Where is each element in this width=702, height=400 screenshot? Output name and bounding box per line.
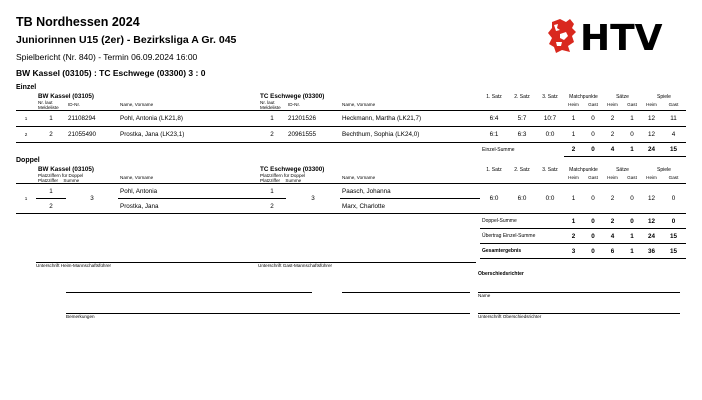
away-id: 20961555 <box>286 127 340 143</box>
doppel-summe-gh: 12 <box>642 214 661 229</box>
satz2-score: 6:3 <box>508 127 536 143</box>
id-header: ID-Nr. <box>286 100 340 111</box>
spiele-heim: 12 <box>642 184 661 214</box>
saetze-heim: 2 <box>603 184 622 214</box>
sig-heim-label: Unterschrift Heim-Mannschaftsführer <box>36 263 112 268</box>
spiele-gast: 11 <box>661 111 686 127</box>
platzziffern-header <box>36 173 118 184</box>
singles-table <box>16 93 686 157</box>
away-nr: 2 <box>258 127 286 143</box>
saetze-gast: 0 <box>622 127 642 143</box>
gast-header: Gast <box>661 173 686 184</box>
gast-header: Gast <box>583 173 603 184</box>
satz1-header: 1. Satz <box>486 93 502 100</box>
matchpunkte-heim: 1 <box>564 184 583 214</box>
doppel-summe-sh: 2 <box>603 214 622 229</box>
satz3-score: 10:7 <box>536 111 564 127</box>
away-player: Heckmann, Martha (LK21,7) <box>340 111 480 127</box>
uebertrag-mg: 0 <box>583 229 603 244</box>
logo-text: HTV <box>580 18 663 56</box>
uebertrag-gh: 24 <box>642 229 661 244</box>
heim-header: Heim <box>642 100 661 111</box>
doppel-summe-mg: 0 <box>583 214 603 229</box>
uebertrag-sg: 1 <box>622 229 642 244</box>
home-platz-2: 2 <box>36 199 66 214</box>
matchpunkte-gast: 0 <box>583 127 603 143</box>
section-doppel: Doppel <box>16 157 40 164</box>
sig-gast-label: Unterschrift Gast-Mannschaftsführer <box>258 263 333 268</box>
spiele-heim: 12 <box>642 111 661 127</box>
matchpunkte-gast: 0 <box>583 184 603 214</box>
satz1-score: 6:4 <box>480 111 508 127</box>
name-header: Name, Vorname <box>118 100 258 111</box>
home-team-header: BW Kassel (03105) <box>38 93 94 100</box>
sig-line-2 <box>342 292 470 293</box>
oberschiedsrichter-label: Oberschiedsrichter <box>478 271 524 277</box>
heim-header: Heim <box>603 173 622 184</box>
nr-header: Nr. laut Meldeliste <box>36 100 66 111</box>
satz2-header: 2. Satz <box>514 166 530 173</box>
matchpunkte-header: Matchpunkte <box>569 93 598 100</box>
saetze-gast: 1 <box>622 111 642 127</box>
heim-header: Heim <box>564 173 583 184</box>
home-player: Prostka, Jana (LK23,1) <box>118 127 258 143</box>
away-platz-1: 1 <box>258 184 286 199</box>
einzel-summe-gh: 24 <box>642 143 661 157</box>
einzel-summe-mg: 0 <box>583 143 603 157</box>
platzziffern-header <box>258 173 340 184</box>
platzziffer-label: Platzziffer <box>260 178 281 183</box>
uebertrag-sh: 4 <box>603 229 622 244</box>
spiele-header: Spiele <box>657 166 671 173</box>
home-summe: 3 <box>66 184 118 214</box>
row-index: 1 <box>16 184 36 214</box>
heim-header: Heim <box>564 100 583 111</box>
id-header: ID-Nr. <box>66 100 118 111</box>
doppel-summe-sg: 0 <box>622 214 642 229</box>
home-nr: 1 <box>36 111 66 127</box>
row-index: 2 <box>16 127 36 143</box>
saetze-header: Sätze <box>616 93 629 100</box>
lion-icon <box>548 19 576 53</box>
match-result: BW Kassel (03105) : TC Eschwege (03300) 3 : 0 <box>16 68 206 78</box>
gesamt-mh: 3 <box>564 244 583 259</box>
spiele-gast: 0 <box>661 184 686 214</box>
section-einzel: Einzel <box>16 84 37 91</box>
satz3-header: 3. Satz <box>542 166 558 173</box>
satz2-header: 2. Satz <box>514 93 530 100</box>
name-line <box>478 292 680 293</box>
uebertrag-mh: 2 <box>564 229 583 244</box>
sig-line-1 <box>66 292 312 293</box>
away-player-1: Paasch, Johanna <box>340 184 480 199</box>
matchpunkte-heim: 1 <box>564 127 583 143</box>
satz3-score: 0:0 <box>536 184 564 214</box>
matchpunkte-header: Matchpunkte <box>569 166 598 173</box>
gast-header: Gast <box>622 100 642 111</box>
away-player-2: Marx, Charlotte <box>340 199 480 214</box>
gesamt-label: Gesamtergebnis <box>480 244 564 259</box>
name-header: Name, Vorname <box>118 173 258 184</box>
uebertrag-gg: 15 <box>661 229 686 244</box>
home-platz-1: 1 <box>36 184 66 199</box>
einzel-summe-mh: 2 <box>564 143 583 157</box>
singles-row <box>16 127 686 143</box>
away-team-header: TC Eschwege (03300) <box>260 93 325 100</box>
away-player: Bechthum, Sophia (LK24,0) <box>340 127 480 143</box>
home-team-header: BW Kassel (03105) <box>38 166 94 173</box>
doubles-table <box>16 166 686 259</box>
platzziffern-doppel-label: Platzziffern für Doppel <box>38 173 84 178</box>
matchpunkte-gast: 0 <box>583 111 603 127</box>
report-info: Spielbericht (Nr. 840) - Termin 06.09.2024 16:00 <box>16 52 198 62</box>
satz2-score: 5:7 <box>508 111 536 127</box>
spiele-gast: 4 <box>661 127 686 143</box>
gesamt-sh: 6 <box>603 244 622 259</box>
singles-row <box>16 111 686 127</box>
gesamt-sg: 1 <box>622 244 642 259</box>
gast-header: Gast <box>583 100 603 111</box>
name-label: Name <box>478 293 491 298</box>
bemerkungen-label: Bemerkungen <box>66 314 95 319</box>
away-team-header: TC Eschwege (03300) <box>260 166 325 173</box>
name-header: Name, Vorname <box>340 173 480 184</box>
platzziffern-doppel-label: Platzziffern für Doppel <box>260 173 306 178</box>
home-player: Pohl, Antonia (LK21,8) <box>118 111 258 127</box>
gesamt-gg: 15 <box>661 244 686 259</box>
page-title: TB Nordhessen 2024 <box>16 15 140 29</box>
einzel-summe-sh: 4 <box>603 143 622 157</box>
einzel-summe-sg: 1 <box>622 143 642 157</box>
saetze-heim: 2 <box>603 111 622 127</box>
spiele-heim: 12 <box>642 127 661 143</box>
nr-header: Nr. laut Meldeliste <box>258 100 286 111</box>
summe-label: Summe <box>63 178 80 183</box>
spiele-header: Spiele <box>657 93 671 100</box>
htv-logo <box>546 16 686 56</box>
home-id: 21055490 <box>66 127 118 143</box>
doppel-summe-gg: 0 <box>661 214 686 229</box>
matchpunkte-heim: 1 <box>564 111 583 127</box>
league-title: Juniorinnen U15 (2er) - Bezirksliga A Gr. 045 <box>16 34 237 46</box>
einzel-summe-label: Einzel-Summe <box>482 146 515 153</box>
away-platz-2: 2 <box>258 199 286 214</box>
sig-oberschiedsrichter-label: Unterschrift Oberschiedsrichter <box>478 314 542 319</box>
gesamt-mg: 0 <box>583 244 603 259</box>
doppel-summe-label: Doppel-Summe <box>480 214 564 229</box>
heim-header: Heim <box>603 100 622 111</box>
satz1-score: 6:0 <box>480 184 508 214</box>
heim-header: Heim <box>642 173 661 184</box>
row-index: 1 <box>16 111 36 127</box>
doubles-row <box>16 184 686 199</box>
home-nr: 2 <box>36 127 66 143</box>
satz1-header: 1. Satz <box>486 166 502 173</box>
uebertrag-label: Übertrag Einzel-Summe <box>480 229 564 244</box>
satz3-header: 3. Satz <box>542 93 558 100</box>
doppel-summe-mh: 1 <box>564 214 583 229</box>
bemerkungen-line <box>66 313 470 314</box>
platzziffer-label: Platzziffer <box>38 178 59 183</box>
home-id: 21108294 <box>66 111 118 127</box>
satz3-score: 0:0 <box>536 127 564 143</box>
away-id: 21201526 <box>286 111 340 127</box>
satz1-score: 6:1 <box>480 127 508 143</box>
saetze-heim: 2 <box>603 127 622 143</box>
saetze-gast: 0 <box>622 184 642 214</box>
name-header: Name, Vorname <box>340 100 480 111</box>
away-summe: 3 <box>286 184 340 214</box>
away-nr: 1 <box>258 111 286 127</box>
summe-label: Summe <box>285 178 302 183</box>
home-player-2: Prostka, Jana <box>118 199 258 214</box>
saetze-header: Sätze <box>616 166 629 173</box>
gast-header: Gast <box>661 100 686 111</box>
satz2-score: 6:0 <box>508 184 536 214</box>
home-player-1: Pohl, Antonia <box>118 184 258 199</box>
gesamt-gh: 36 <box>642 244 661 259</box>
gast-header: Gast <box>622 173 642 184</box>
einzel-summe-gg: 15 <box>661 143 686 157</box>
